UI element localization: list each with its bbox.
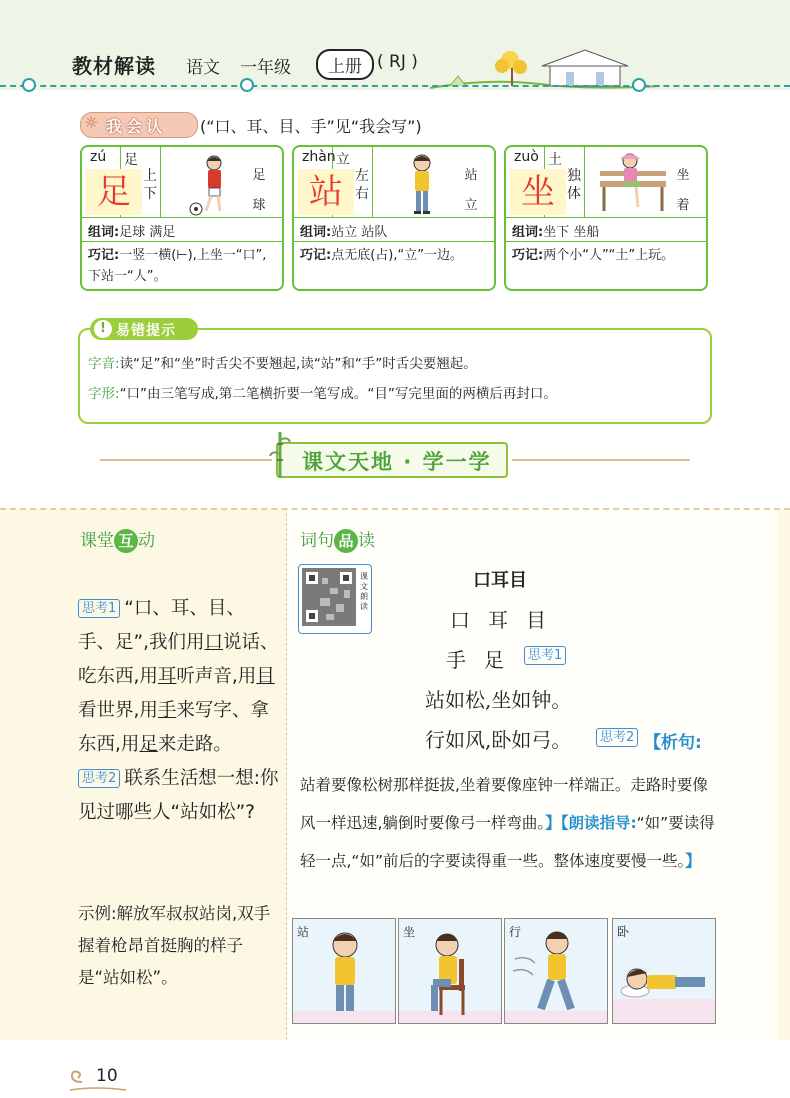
- card-words: [512, 221, 599, 240]
- warning-glyph-shape: [88, 382, 557, 402]
- exclamation-icon: !: [94, 320, 112, 338]
- think-badge: 思考2: [596, 728, 638, 747]
- analysis-body: 站着要像松树那样挺拔,坐着要像座钟一样端正。走路时要像风一样迅速,躺倒时要像弓一样弯曲。: [300, 776, 708, 832]
- card-divider: [160, 147, 161, 217]
- tip-value: 两个小“人”“土”上玩。: [543, 248, 675, 263]
- lesson-area-divider: [0, 508, 790, 510]
- poem-line: 口耳目: [450, 608, 564, 632]
- underlined-word: 口: [204, 632, 223, 653]
- words-value: 足球 满足: [119, 225, 176, 240]
- tag-circle: 互: [114, 529, 138, 553]
- reading-guide-bracket: 】: [685, 852, 701, 870]
- char-card-zhan: [292, 145, 496, 291]
- qr-code-icon[interactable]: [302, 568, 356, 626]
- warning-pronunciation: [88, 352, 477, 372]
- card-meaning: 站立: [464, 168, 478, 213]
- section-divider-right: [512, 459, 690, 461]
- tip-value: 点无底(占),“立”一边。: [331, 248, 463, 263]
- card-character: 足: [86, 169, 142, 215]
- underlined-word: 目: [256, 666, 275, 687]
- picture-label: 行: [509, 925, 522, 939]
- think2-text: 联系生活想一想:你见过哪些人“站如松”?: [78, 768, 279, 823]
- page-number: 10: [96, 1066, 118, 1086]
- text-reading-tag: [300, 526, 375, 553]
- think1-text: 来走路。: [157, 734, 232, 755]
- underlined-word: 手: [157, 700, 177, 721]
- words-value: 站立 站队: [331, 225, 388, 240]
- poem-title: 口耳目: [473, 570, 527, 591]
- pronunciation-label: 字音:: [88, 356, 120, 372]
- char-card-zuo: [504, 145, 708, 291]
- tag-prefix: 词句: [300, 531, 334, 551]
- tag-circle: 品: [334, 529, 358, 553]
- recognize-badge-label: 我会认: [106, 117, 167, 136]
- underlined-word: 耳: [157, 666, 177, 687]
- card-divider: [82, 217, 282, 218]
- section-divider-left: [100, 459, 272, 461]
- words-value: 坐下 坐船: [543, 225, 600, 240]
- swirl-icon: ☼: [84, 113, 99, 132]
- header-dot: [240, 78, 254, 92]
- card-structure: 独体: [567, 168, 581, 202]
- think1-text: 听声音,用: [176, 666, 257, 687]
- header-dot: [632, 78, 646, 92]
- char-card-zu: [80, 145, 284, 291]
- glyph-text: “口”由三笔写成,第二笔横折要一笔写成。“目”写完里面的两横后再封口。: [119, 386, 557, 402]
- card-radical: 足: [124, 152, 138, 168]
- picture-label: 坐: [403, 925, 416, 939]
- analysis-bracket: 】: [545, 814, 561, 832]
- words-label: 组词:: [300, 225, 332, 240]
- card-character: 坐: [510, 169, 566, 215]
- card-divider: [506, 241, 706, 242]
- picture-stand: [292, 918, 396, 1024]
- picture-sit: [398, 918, 502, 1024]
- reading-guide-body: “如”要读得轻一点,“如”前后的字要读得重一些。整体速度要慢一些。: [300, 814, 715, 870]
- think-questions: [78, 592, 280, 830]
- analysis-text: [300, 766, 716, 880]
- think1-text: 来写字、拿东西,用: [78, 700, 269, 755]
- card-meaning: 坐着: [676, 168, 690, 213]
- standing-boy-illustration: [382, 151, 458, 217]
- card-divider: [294, 241, 494, 242]
- classroom-interaction-tag: [80, 526, 155, 553]
- header-dot: [22, 78, 36, 92]
- think1-text: 看世界,用: [78, 700, 158, 721]
- card-divider: [506, 217, 706, 218]
- tip-label: 巧记:: [512, 248, 544, 263]
- card-radical: 立: [336, 152, 350, 168]
- card-character: 站: [298, 169, 354, 215]
- picture-walk: [504, 918, 608, 1024]
- card-pinyin: zhàn: [302, 149, 336, 165]
- recognize-note: (“口、耳、目、手”见“我会写”): [200, 117, 422, 136]
- header-scenery-illustration: [430, 40, 660, 90]
- card-tip: [512, 245, 700, 266]
- header-subject: 语文: [186, 58, 220, 78]
- think1-text: “口、耳、目、手、足”,我们用: [78, 598, 245, 653]
- header-grade: 一年级: [240, 58, 291, 78]
- section-title: 课文天地 · 学一学: [302, 450, 492, 474]
- card-words: [88, 221, 175, 240]
- words-label: 组词:: [512, 225, 544, 240]
- example-answer: 示例:解放军叔叔站岗,双手握着枪昂首挺胸的样子是“站如松”。: [78, 904, 271, 987]
- poem-line: 站如松,坐如钟。: [425, 688, 572, 712]
- qr-code-label: 课文朗读: [360, 572, 368, 611]
- tip-label: 巧记:: [300, 248, 332, 263]
- bamboo-icon: [268, 430, 292, 480]
- card-radical: 土: [548, 152, 562, 168]
- warning-box: [78, 328, 712, 424]
- tip-label: 巧记:: [88, 248, 120, 263]
- card-structure: 左右: [355, 168, 369, 202]
- card-structure: 上下: [143, 168, 157, 202]
- poem-line: 手足: [446, 648, 522, 672]
- card-divider: [294, 217, 494, 218]
- tip-value: 一竖一横(⊢),上坐一“口”,下站一“人”。: [88, 248, 267, 284]
- football-player-illustration: [170, 151, 246, 217]
- warning-badge-label: 易错提示: [116, 323, 176, 339]
- card-divider: [82, 241, 282, 242]
- card-tip: [88, 245, 276, 287]
- words-label: 组词:: [88, 225, 120, 240]
- card-divider: [372, 147, 373, 217]
- tag-suffix: 读: [358, 531, 375, 551]
- picture-lie: [612, 918, 716, 1024]
- glyph-label: 字形:: [88, 386, 120, 402]
- card-tip: [300, 245, 488, 266]
- card-words: [300, 221, 387, 240]
- header-edition: ( RJ ): [377, 52, 418, 72]
- think-badge: 思考1: [78, 599, 120, 618]
- header-divider: [0, 85, 790, 87]
- underlined-word: 足: [139, 734, 158, 755]
- card-meaning: 足球: [252, 168, 266, 213]
- header-volume: 上册: [316, 49, 374, 80]
- picture-label: 站: [297, 925, 310, 939]
- tag-suffix: 动: [138, 531, 155, 551]
- card-pinyin: zuò: [514, 149, 539, 165]
- tag-prefix: 课堂: [80, 531, 114, 551]
- think-badge: 思考2: [78, 769, 120, 788]
- analysis-heading: 【析句:: [644, 733, 702, 753]
- card-pinyin: zú: [90, 149, 107, 165]
- picture-label: 卧: [617, 925, 630, 939]
- card-divider: [584, 147, 585, 217]
- think1-text: 说话、吃东西,用: [78, 632, 279, 687]
- sitting-girl-illustration: [594, 151, 670, 217]
- poem-line: 行如风,卧如弓。: [425, 728, 572, 752]
- pronunciation-text: 读“足”和“坐”时舌尖不要翘起,读“站”和“手”时舌尖要翘起。: [119, 356, 477, 372]
- reading-guide-heading: 【朗读指导:: [560, 814, 637, 832]
- think-badge: 思考1: [524, 646, 566, 665]
- header-title: 教材解读: [72, 54, 156, 78]
